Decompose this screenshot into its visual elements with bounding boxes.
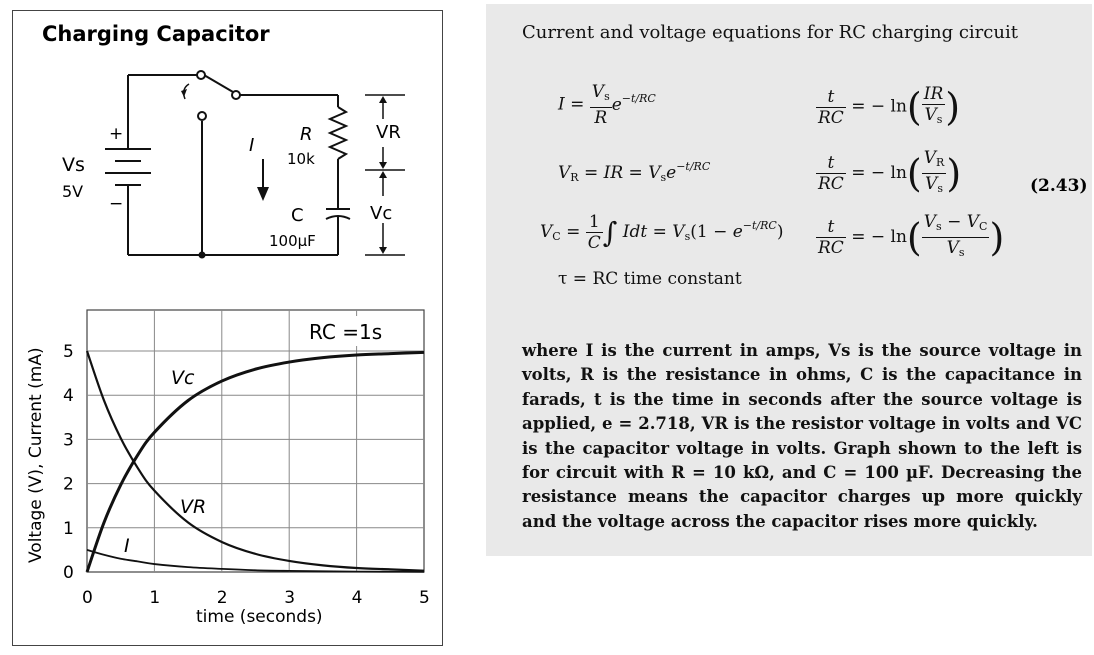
vr-label: VR xyxy=(376,122,401,143)
current-label: I xyxy=(249,135,255,156)
charging-chart xyxy=(26,310,430,627)
x-tick-label: 2 xyxy=(216,588,228,608)
cap-label: C xyxy=(291,205,304,226)
y-tick-label: 2 xyxy=(63,474,74,495)
vc-label: Vc xyxy=(370,203,393,224)
cap-value: 100µF xyxy=(269,232,316,250)
switch-contacts xyxy=(197,71,240,120)
explanation-paragraph: where I is the current in amps, Vs is the source voltage in volts, R is the resistance in ohms, C is the capacitance in farads, t is the time in seconds after the source voltage is applied, e = 2.718, VR is the resistor voltage in volts and VC is the capacitor voltage in volts. Graph shown to the left is for circuit with R = 10 kΩ, and C = 100 µF. Decreasing the resistance means the capacitor charges up more quickly and the voltage across the capacitor rises more quickly. xyxy=(522,341,1082,531)
x-tick-label: 5 xyxy=(419,588,430,608)
y-tick-label: 3 xyxy=(63,430,74,451)
resistor-label: R xyxy=(300,124,313,145)
equation-panel xyxy=(486,4,1092,556)
equation-t-vr: $\frac{t}{RC}$ = − ln( $\frac{V_R}{V_s}$ ) xyxy=(818,148,962,196)
equation-vr: $V_R$ = IR = $V_se^{-t/RC}$ xyxy=(558,160,711,184)
plot-area xyxy=(87,310,424,572)
equation-tau: τ = RC time constant xyxy=(558,269,742,289)
x-tick-label: 1 xyxy=(149,588,161,608)
figure-title: Charging Capacitor xyxy=(42,22,270,46)
y-tick-label: 1 xyxy=(63,518,74,539)
series-label-vc: Vc xyxy=(171,367,195,389)
battery-minus: − xyxy=(109,194,124,214)
equation-vc: $V_C$ = $\frac{1}{C}$ ∫ Idt = $V_s(1 - e^{-t/RC})$ xyxy=(540,212,784,253)
equation-current: I = $\frac{V_s}{R}$ $e^{-t/RC}$ xyxy=(558,82,656,128)
x-axis-label: time (seconds) xyxy=(196,607,323,627)
series-label-vr: VR xyxy=(180,496,207,518)
equation-t-vc: $\frac{t}{RC}$ = − ln( $\frac{V_s - V_C}{V_s}$ ) xyxy=(818,212,1005,260)
x-tick-label: 4 xyxy=(351,588,363,608)
series-label-i: I xyxy=(124,535,130,557)
equation-t-current: $\frac{t}{RC}$ = − ln( $\frac{IR}{V_s}$ ) xyxy=(818,84,961,129)
x-tick-label: 0 xyxy=(82,588,93,608)
resistor-value: 10k xyxy=(287,150,315,168)
voltage-arrows xyxy=(365,95,405,255)
battery-plus: + xyxy=(109,124,124,144)
y-axis-label: Voltage (V), Current (mA) xyxy=(26,347,46,563)
y-tick-label: 5 xyxy=(63,342,74,362)
y-tick-label: 0 xyxy=(63,563,74,583)
equation-number: (2.43) xyxy=(1030,176,1088,196)
equation-panel-title: Current and voltage equations for RC charging circuit xyxy=(522,22,1018,43)
source-value: 5V xyxy=(62,182,84,201)
junction-dot xyxy=(199,252,206,259)
source-label: Vs xyxy=(62,154,85,176)
figure-panel xyxy=(12,10,443,646)
y-tick-label: 4 xyxy=(63,386,74,407)
x-tick-label: 3 xyxy=(284,588,296,608)
rc-annotation: RC =1s xyxy=(309,320,383,344)
figure-svg xyxy=(13,11,444,647)
